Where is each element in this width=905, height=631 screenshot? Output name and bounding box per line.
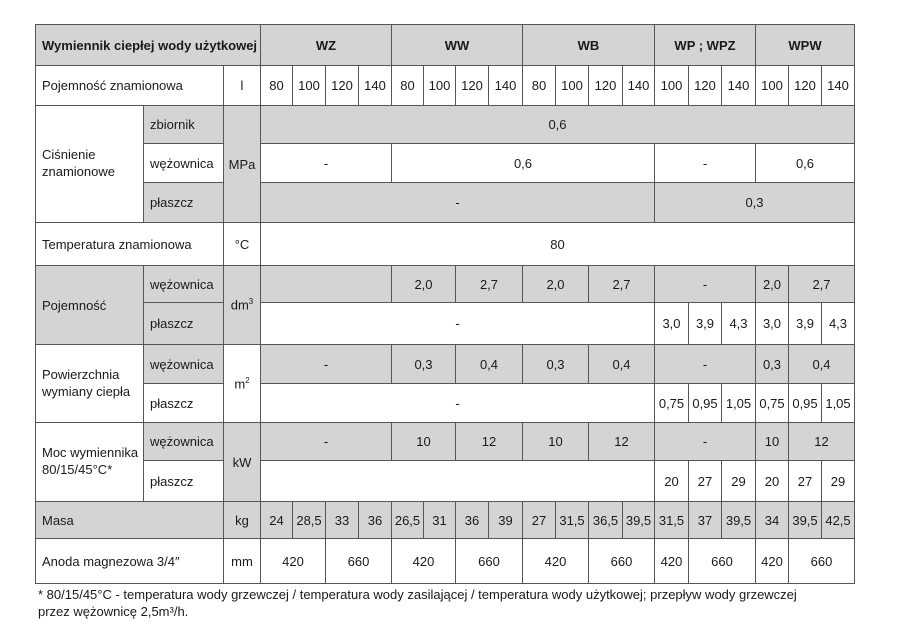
- group-header-wp-wpz: WP ; WPZ: [655, 25, 756, 66]
- power-unit: kW: [224, 423, 261, 502]
- anode-cell: 420: [261, 539, 326, 584]
- capacity-cell: 140: [822, 66, 855, 106]
- capacity-label: Pojemność znamionowa: [36, 66, 224, 106]
- capacity-cell: 100: [756, 66, 789, 106]
- power-coil-cell: -: [655, 423, 756, 461]
- capacity-cell: 120: [326, 66, 359, 106]
- area-jacket-dash: -: [261, 384, 655, 423]
- mass-unit: kg: [224, 502, 261, 539]
- mass-cell: 39: [489, 502, 523, 539]
- capacity-cell: 120: [689, 66, 722, 106]
- pressure-coil-wp: -: [655, 144, 756, 183]
- capacity-cell: 100: [293, 66, 326, 106]
- pressure-jacket-value: 0,3: [655, 183, 855, 223]
- area-unit-exp: 2: [245, 375, 250, 385]
- pressure-coil-wpw: 0,6: [756, 144, 855, 183]
- area-coil-cell: 0,4: [456, 345, 523, 384]
- mass-cell: 36: [359, 502, 392, 539]
- power-coil-wz: -: [261, 423, 392, 461]
- pressure-coil-row: [36, 144, 855, 183]
- volume-coil-cell: 2,7: [789, 266, 855, 303]
- power-sub-coil: wężownica: [144, 423, 224, 461]
- anode-cell: 660: [789, 539, 855, 584]
- anode-cell: 420: [523, 539, 589, 584]
- area-coil-row: [36, 345, 855, 384]
- capacity-cell: 80: [523, 66, 556, 106]
- volume-jacket-row: [36, 303, 855, 345]
- volume-jacket-dash: -: [261, 303, 655, 345]
- pressure-tank-row: [36, 106, 855, 144]
- pressure-label: Ciśnienie znamionowe: [36, 106, 144, 223]
- area-jacket-cell: 0,75: [655, 384, 689, 423]
- power-jacket-cell: 29: [722, 461, 756, 502]
- capacity-cell: 100: [556, 66, 589, 106]
- power-label: Moc wymiennika 80/15/45°C*: [36, 423, 144, 502]
- volume-coil-wz-empty: [261, 266, 392, 303]
- volume-coil-cell: -: [655, 266, 756, 303]
- area-jacket-cell: 1,05: [822, 384, 855, 423]
- volume-sub-coil: wężownica: [144, 266, 224, 303]
- volume-jacket-cell: 3,9: [789, 303, 822, 345]
- temperature-value: 80: [261, 223, 855, 266]
- group-header-ww: WW: [392, 25, 523, 66]
- area-sub-coil: wężownica: [144, 345, 224, 384]
- volume-jacket-cell: 4,3: [722, 303, 756, 345]
- area-coil-cell: 0,3: [756, 345, 789, 384]
- power-coil-cell: 10: [523, 423, 589, 461]
- capacity-row: [36, 66, 855, 106]
- capacity-cell: 100: [655, 66, 689, 106]
- anode-cell: 660: [689, 539, 756, 584]
- group-header-wpw: WPW: [756, 25, 855, 66]
- mass-cell: 31: [424, 502, 456, 539]
- mass-cell: 31,5: [556, 502, 589, 539]
- volume-coil-cell: 2,7: [589, 266, 655, 303]
- anode-cell: 420: [655, 539, 689, 584]
- mass-cell: 37: [689, 502, 722, 539]
- power-sub-jacket: płaszcz: [144, 461, 224, 502]
- pressure-jacket-dash: -: [261, 183, 655, 223]
- spec-table: [35, 24, 855, 584]
- table-title: Wymiennik ciepłej wody użytkowej: [36, 25, 261, 66]
- capacity-cell: 140: [722, 66, 756, 106]
- anode-cell: 660: [326, 539, 392, 584]
- area-coil-cell: 0,3: [523, 345, 589, 384]
- anode-cell: 420: [756, 539, 789, 584]
- capacity-unit: l: [224, 66, 261, 106]
- capacity-cell: 120: [789, 66, 822, 106]
- capacity-cell: 100: [424, 66, 456, 106]
- mass-cell: 39,5: [623, 502, 655, 539]
- area-unit: [224, 345, 261, 423]
- area-label: Powierzchnia wymiany ciepła: [36, 345, 144, 423]
- anode-cell: 660: [589, 539, 655, 584]
- mass-cell: 26,5: [392, 502, 424, 539]
- anode-unit: mm: [224, 539, 261, 584]
- power-coil-row: [36, 423, 855, 461]
- power-jacket-dash: [261, 461, 655, 502]
- capacity-cell: 80: [261, 66, 293, 106]
- capacity-cell: 120: [456, 66, 489, 106]
- volume-unit: [224, 266, 261, 345]
- capacity-cell: 80: [392, 66, 424, 106]
- temperature-row: [36, 223, 855, 266]
- group-header-wz: WZ: [261, 25, 392, 66]
- area-unit-base: m: [234, 376, 246, 392]
- power-jacket-cell: 20: [655, 461, 689, 502]
- volume-coil-cell: 2,0: [756, 266, 789, 303]
- mass-cell: 27: [523, 502, 556, 539]
- volume-unit-exp: 3: [248, 297, 254, 307]
- volume-unit-base: dm: [230, 297, 249, 313]
- pressure-unit: MPa: [224, 106, 261, 223]
- pressure-jacket-row: [36, 183, 855, 223]
- volume-jacket-cell: 4,3: [822, 303, 855, 345]
- group-header-wb: WB: [523, 25, 655, 66]
- footnote: [38, 586, 878, 620]
- mass-cell: 28,5: [293, 502, 326, 539]
- header-row: [36, 25, 855, 66]
- volume-jacket-cell: 3,0: [756, 303, 789, 345]
- capacity-cell: 140: [489, 66, 523, 106]
- mass-label: Masa: [36, 502, 224, 539]
- mass-cell: 42,5: [822, 502, 855, 539]
- footnote-line-2: przez wężownicę 2,5m³/h.: [38, 604, 189, 619]
- volume-jacket-cell: 3,0: [655, 303, 689, 345]
- volume-sub-jacket: płaszcz: [144, 303, 224, 345]
- mass-row: [36, 502, 855, 539]
- power-coil-cell: 12: [589, 423, 655, 461]
- mass-cell: 36,5: [589, 502, 623, 539]
- footnote-line-1: * 80/15/45°C - temperatura wody grzewczej / temperatura wody zasilającej / temperatura wody użytkowej; przepływ wody grzewczej: [38, 587, 797, 602]
- mass-cell: 34: [756, 502, 789, 539]
- power-coil-cell: 12: [789, 423, 855, 461]
- mass-cell: 39,5: [722, 502, 756, 539]
- pressure-coil-ww-wb: 0,6: [392, 144, 655, 183]
- volume-coil-cell: 2,7: [456, 266, 523, 303]
- area-coil-wz: -: [261, 345, 392, 384]
- power-jacket-cell: 29: [822, 461, 855, 502]
- pressure-sub-tank: zbiornik: [144, 106, 224, 144]
- power-jacket-cell: 27: [789, 461, 822, 502]
- mass-cell: 39,5: [789, 502, 822, 539]
- area-coil-cell: 0,3: [392, 345, 456, 384]
- volume-label: Pojemność: [36, 266, 144, 345]
- area-sub-jacket: płaszcz: [144, 384, 224, 423]
- power-coil-cell: 10: [392, 423, 456, 461]
- power-coil-cell: 10: [756, 423, 789, 461]
- area-coil-cell: -: [655, 345, 756, 384]
- temperature-label: Temperatura znamionowa: [36, 223, 224, 266]
- volume-jacket-cell: 3,9: [689, 303, 722, 345]
- anode-cell: 660: [456, 539, 523, 584]
- area-coil-cell: 0,4: [789, 345, 855, 384]
- mass-cell: 36: [456, 502, 489, 539]
- mass-cell: 24: [261, 502, 293, 539]
- volume-coil-cell: 2,0: [523, 266, 589, 303]
- area-jacket-cell: 0,75: [756, 384, 789, 423]
- pressure-sub-jacket: płaszcz: [144, 183, 224, 223]
- temperature-unit: °C: [224, 223, 261, 266]
- power-jacket-cell: 20: [756, 461, 789, 502]
- anode-row: [36, 539, 855, 584]
- area-jacket-cell: 1,05: [722, 384, 756, 423]
- anode-cell: 420: [392, 539, 456, 584]
- mass-cell: 31,5: [655, 502, 689, 539]
- pressure-tank-value: 0,6: [261, 106, 855, 144]
- pressure-sub-coil: wężownica: [144, 144, 224, 183]
- capacity-cell: 140: [623, 66, 655, 106]
- area-jacket-cell: 0,95: [689, 384, 722, 423]
- area-jacket-cell: 0,95: [789, 384, 822, 423]
- area-coil-cell: 0,4: [589, 345, 655, 384]
- mass-cell: 33: [326, 502, 359, 539]
- capacity-cell: 120: [589, 66, 623, 106]
- volume-coil-row: [36, 266, 855, 303]
- power-jacket-row: [36, 461, 855, 502]
- pressure-coil-wz: -: [261, 144, 392, 183]
- capacity-cell: 140: [359, 66, 392, 106]
- area-jacket-row: [36, 384, 855, 423]
- anode-label: Anoda magnezowa 3/4″: [36, 539, 224, 584]
- volume-coil-cell: 2,0: [392, 266, 456, 303]
- power-jacket-cell: 27: [689, 461, 722, 502]
- power-coil-cell: 12: [456, 423, 523, 461]
